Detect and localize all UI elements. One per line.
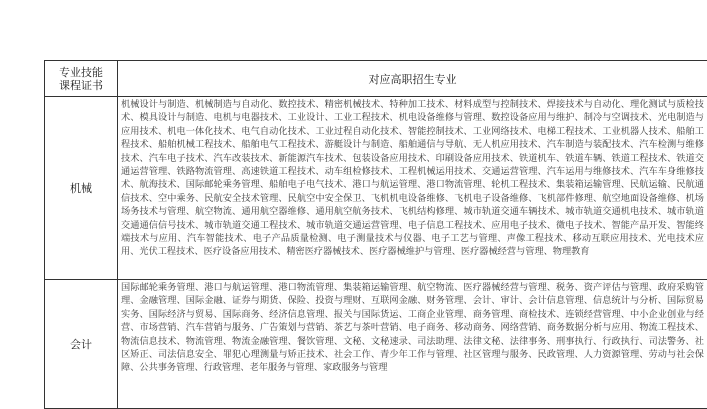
table-header-row — [45, 61, 707, 97]
header-majors: 对应高职招生专业 — [118, 61, 707, 97]
header-skill-certificate-line1: 专业技能 — [46, 66, 116, 79]
major-mapping-table — [44, 60, 707, 409]
table-row — [45, 280, 707, 409]
table-row — [45, 97, 707, 280]
category-cell: 机械 — [45, 97, 118, 280]
header-skill-certificate-line2: 课程证书 — [46, 79, 116, 92]
majors-cell: 国际邮轮乘务管理、港口与航运管理、港口物流管理、集装箱运输管理、航空物流、医疗器械经营与管理、税务、资产评估与管理、政府采购管理、金融管理、国际金融、证券与期货、保险、投资与理财、互联网金融、财务管理、会计、审计、会计信息管理、信息统计与分析、国际贸易实务、国际经济与贸易、国际商务、经济信息管理、报关与国际货运、工商企业管理、商务管理、商检技术、连锁经营管理、中小企业创业与经营、市场营销、汽车营销与服务、广告策划与营销、茶艺与茶叶营销、电子商务、移动商务、网络营销、商务数据分析与应用、物流工程技术、物流信息技术、物流管理、物流金融管理、餐饮管理、文秘、文秘速录、司法助理、法律文秘、法律事务、刑事执行、行政执行、司法警务、社区矫正、司法信息安全、罪犯心理测量与矫正技术、社会工作、青少年工作与管理、社区管理与服务、民政管理、人力资源管理、劳动与社会保障、公共事务管理、行政管理、老年服务与管理、家政服务与管理 — [118, 280, 707, 409]
majors-cell: 机械设计与制造、机械制造与自动化、数控技术、精密机械技术、特种加工技术、材料成型与控制技术、焊接技术与自动化、理化测试与质检技术、模具设计与制造、电机与电器技术、工业设计、工业工程技术、机电设备维修与管理、数控设备应用与维护、制冷与空调技术、光电制造与应用技术、机电一体化技术、电气自动化技术、工业过程自动化技术、智能控制技术、工业网络技术、电梯工程技术、工业机器人技术、船舶工程技术、船舶机械工程技术、船舶电气工程技术、游艇设计与制造、船舶通信与导航、无人机应用技术、汽车制造与装配技术、汽车检测与维修技术、汽车电子技术、汽车改装技术、新能源汽车技术、包装设备应用技术、印刷设备应用技术、铁道机车、铁道车辆、铁道工程技术、铁道交通运营管理、铁路物流管理、高速铁道工程技术、动车组检修技术、工程机械运用技术、交通运营管理、汽车运用与维修技术、汽车车身维修技术、航海技术、国际邮轮乘务管理、船舶电子电气技术、港口与航运管理、港口物流管理、轮机工程技术、集装箱运输管理、民航运输、民航通信技术、空中乘务、民航安全技术管理、民航空中安全保卫、飞机机电设备维修、飞机电子设备维修、飞机部件修理、航空地面设备维修、机场场务技术与管理、航空物流、通用航空器维修、通用航空航务技术、飞机结构修理、城市轨道交通车辆技术、城市轨道交通机电技术、城市轨道交通通信信号技术、城市轨道交通工程技术、城市轨道交通运营管理、电子信息工程技术、应用电子技术、微电子技术、智能产品开发、智能终端技术与应用、汽车智能技术、电子产品质量检测、电子测量技术与仪器、电子工艺与管理、声像工程技术、移动互联应用技术、光电技术应用、光伏工程技术、医疗设备应用技术、精密医疗器械技术、医疗器械维护与管理、医疗器械经营与管理、物理教育 — [118, 97, 707, 280]
header-skill-certificate — [45, 61, 118, 97]
category-cell: 会计 — [45, 280, 118, 409]
